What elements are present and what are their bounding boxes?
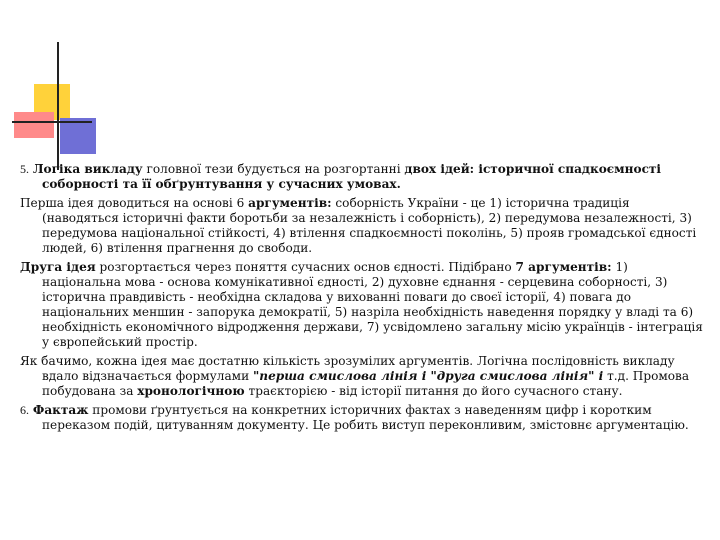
summary-formula: "перша смислова лінія і "друга смислова лінія" і	[252, 369, 604, 383]
decor-red-square	[14, 112, 54, 138]
paragraph-logic	[20, 162, 710, 192]
logic-text: головної тези будується на розгортанні	[142, 162, 405, 176]
summary-chronological: хронологічною	[137, 384, 245, 398]
decor-blue-square	[60, 118, 96, 154]
first-idea-arguments-term: аргументів:	[248, 196, 332, 210]
logic-ideas: двох ідей: історичної спадкоємності соборності та її обґрунтування у сучасних умовах.	[42, 162, 662, 191]
summary-text-2: т.д. Промова побудована за	[42, 369, 690, 398]
first-idea-intro: Перша ідея доводиться на основі 6	[20, 196, 249, 210]
second-idea-arguments-term: 7 аргументів:	[515, 260, 612, 274]
paragraph-second-idea	[20, 260, 710, 350]
facts-text: промови ґрунтується на конкретних історичних фактах з наведенням цифр і коротким переказом подій, цитуванням документу. Це робить виступ переконливим, змістовнє аргументацію.	[42, 403, 689, 432]
paragraph-summary	[20, 354, 710, 399]
slide-content	[20, 162, 710, 437]
paragraph-facts	[20, 403, 710, 433]
paragraph-first-idea	[20, 196, 710, 256]
second-idea-intro: розгортається через поняття сучасних основ єдності. Підібрано	[95, 260, 516, 274]
second-idea-text: 1) національна мова - основа комунікативної єдності, 2) духовне єднання - серцевина соборності, 3) історична правдивість - необхідна складова у вихованні поваги до своєї історії, 4) повага до національних меншин - запорука демократії, 5) назріла необхідність наведення порядку у владі та 6) необхідність економічного відродження держави, 7) усвідомлено загальну місію українців - інтеграція у європейський простір.	[42, 260, 703, 349]
decor-vertical-line	[57, 42, 59, 170]
item-number-5: 5.	[20, 162, 29, 176]
summary-text-3: траєкторією - від історії питання до його сучасного стану.	[244, 384, 623, 398]
decor-horizontal-line	[12, 121, 92, 123]
summary-text-1: Як бачимо, кожна ідея має достатню кількість зрозумілих аргументів. Логічна послідовність викладу вдало відзначається формулами	[20, 354, 675, 383]
first-idea-text: соборність України - це 1) історична традиція (наводяться історичні факти боротьби за незалежність і соборність), 2) передумова незалежності, 3) передумова національної стійкості, 4) втілення спадкоємності поколінь, 5) прояв громадської єдності людей, 6) втілення прагнення до свободи.	[42, 196, 697, 255]
second-idea-term: Друга ідея	[20, 260, 96, 274]
logic-term: Логіка викладу	[32, 162, 143, 176]
item-number-6: 6.	[20, 403, 29, 417]
facts-term: Фактаж	[32, 403, 89, 417]
